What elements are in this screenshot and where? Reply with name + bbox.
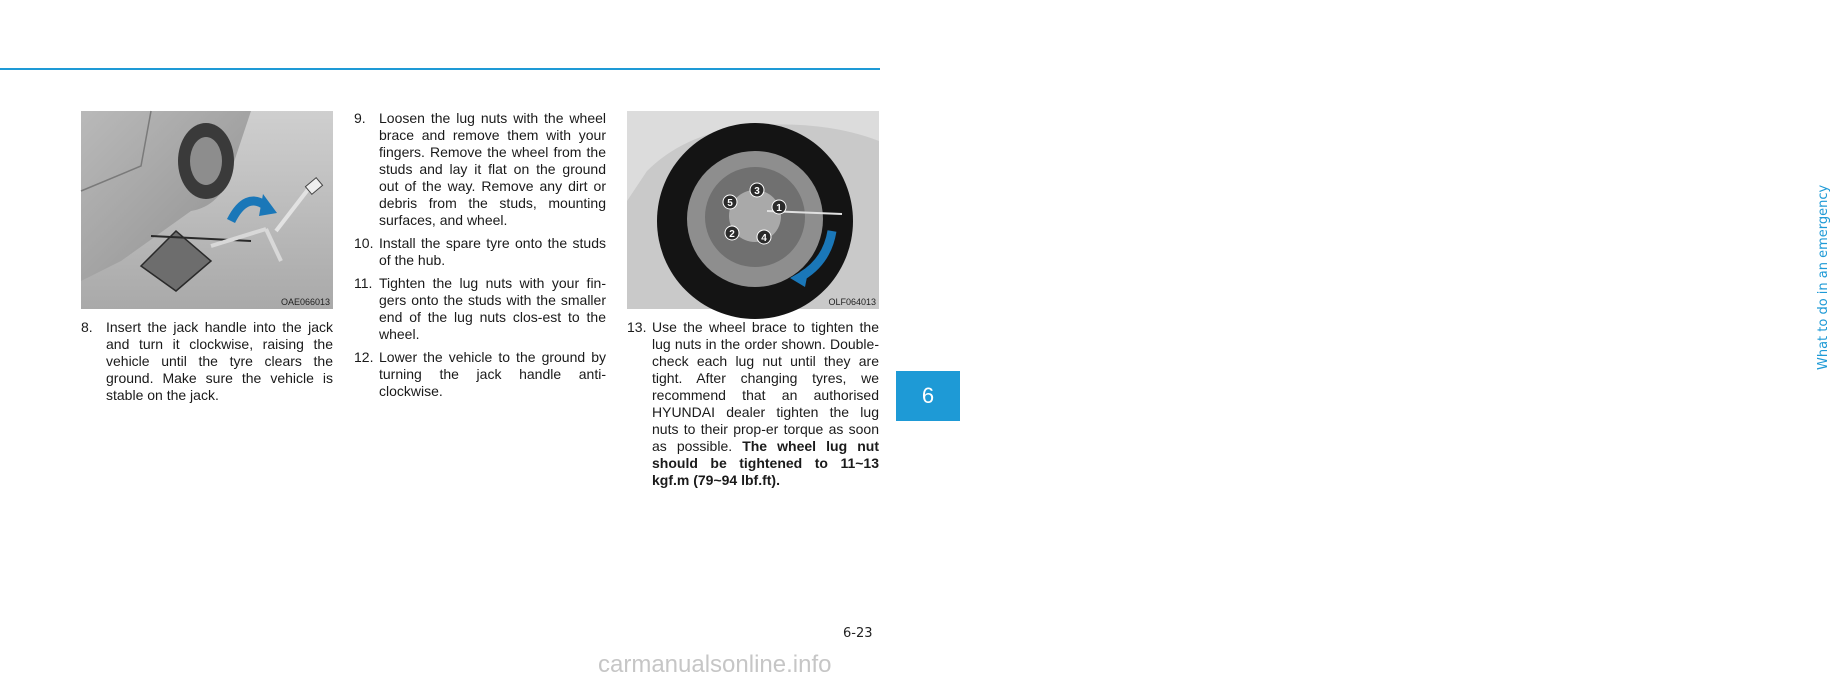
lug-nut-3 <box>750 183 764 197</box>
watermark[interactable]: carmanualsonline.info <box>598 651 832 678</box>
lug-nut-5 <box>723 195 737 209</box>
header-rule <box>0 68 880 70</box>
column-right <box>627 319 879 495</box>
svg-text:1: 1 <box>776 203 782 214</box>
step-text: Tighten the lug nuts with your fin-gers onto the studs with the smaller end of the lug nuts clos-est to the wheel. <box>379 275 606 342</box>
section-title: What to do in an emergency <box>1816 184 1831 370</box>
page-number: 6-23 <box>843 626 873 641</box>
step-number: 8. <box>81 319 93 335</box>
step-number: 12. <box>354 349 374 365</box>
svg-text:2: 2 <box>729 229 735 240</box>
step-number: 11. <box>354 275 373 291</box>
svg-text:4: 4 <box>761 233 767 244</box>
wheel-lug-nut-illustration <box>627 111 879 309</box>
step-text: Use the wheel brace to tighten the lug nuts in the order shown. Double-check each lug nut until they are tight. After changing tyres, we recommend that an authorised HYUNDAI dealer tighten the lug nuts to their prop-er torque as soon as possible. <box>652 319 879 454</box>
step-number: 13. <box>627 319 647 335</box>
torque-warning: The wheel lug nut should be tightened to 11~13 kgf.m (79~94 lbf.ft). <box>652 438 879 488</box>
svg-text:3: 3 <box>754 186 760 197</box>
lug-nut-4 <box>757 230 771 244</box>
chapter-number-tab[interactable]: 6 <box>896 371 960 421</box>
svg-text:5: 5 <box>727 198 733 209</box>
step-12 <box>354 349 606 400</box>
figure-code: OLF064013 <box>828 297 876 307</box>
column-left <box>81 319 333 410</box>
step-text: Insert the jack handle into the jack and turn it clockwise, raising the vehicle until the tyre clears the ground. Make sure the vehicle is stable on the jack. <box>106 319 333 403</box>
step-text: Lower the vehicle to the ground by turning the jack handle anti-clockwise. <box>379 349 606 399</box>
column-middle <box>354 110 606 406</box>
step-number: 9. <box>354 110 366 126</box>
step-8 <box>81 319 333 404</box>
lug-nut-2 <box>725 226 739 240</box>
step-text: Loosen the lug nuts with the wheel brace and remove them with your fingers. Remove the wheel from the studs and lay it flat on the ground out of the way. Remove any dirt or debris from the studs, mounting surfaces, and wheel. <box>379 110 606 228</box>
figure-code: OAE066013 <box>280 297 330 307</box>
lug-nut-1 <box>772 200 786 214</box>
jack-handle-illustration <box>81 111 333 309</box>
step-11 <box>354 275 606 343</box>
jack-illustration-svg <box>81 111 333 309</box>
step-9 <box>354 110 606 229</box>
chapter-sidebar <box>896 0 1831 688</box>
wheel-illustration-svg <box>627 111 879 309</box>
step-number: 10. <box>354 235 374 251</box>
step-text: Install the spare tyre onto the studs of the hub. <box>379 235 606 268</box>
step-10 <box>354 235 606 269</box>
step-13 <box>627 319 879 489</box>
